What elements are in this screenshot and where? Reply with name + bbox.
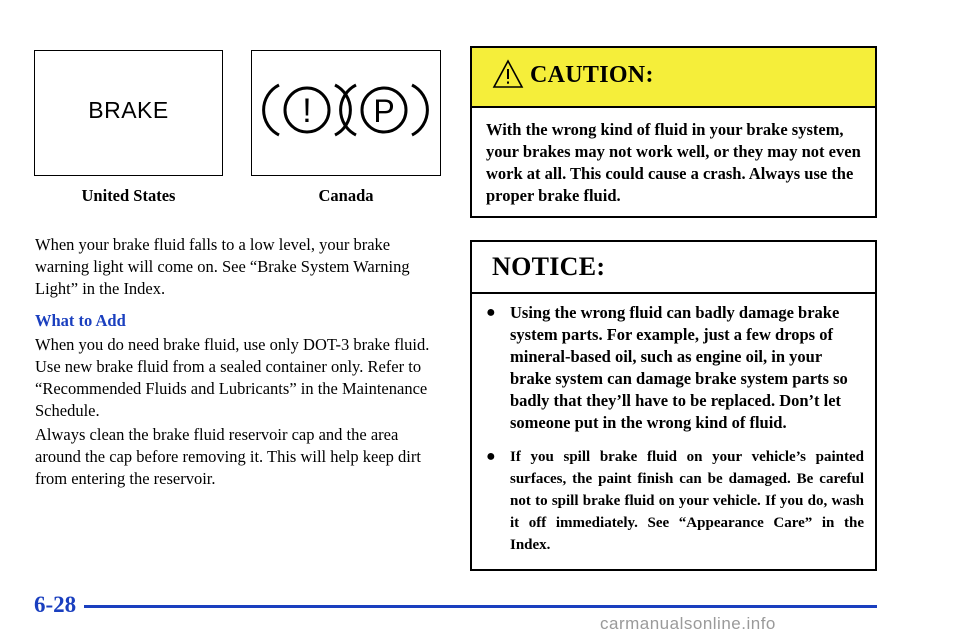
bullet-icon: ● (486, 304, 496, 321)
watermark-text: carmanualsonline.info (600, 614, 776, 633)
notice-bullet-text: Using the wrong fluid can badly damage brake system parts. For example, just a few drops of mineral-based oil, such as engine oil, in your brake system can damage brake system parts so badly that they’ll have to be replaced. Don’t let someone put in the wrong kind of fluid. (510, 303, 848, 432)
us-indicator-caption: United States (81, 186, 176, 205)
footer-rule (84, 605, 877, 608)
us-brake-indicator (34, 50, 223, 176)
caution-header (472, 48, 875, 108)
warning-triangle-icon (492, 59, 524, 89)
caution-text: With the wrong kind of fluid in your brake system, your brakes may not work well, or they may not even work at all. This could cause a crash. Always use the proper brake fluid. (486, 120, 861, 205)
clean-cap-paragraph: Always clean the brake fluid reservoir cap and the area around the cap before removing it. This will help keep dirt from entering the reservoir. (35, 425, 421, 488)
brake-indicator-label: BRAKE (88, 97, 169, 123)
low-fluid-paragraph: When your brake fluid falls to a low level, your brake warning light will come on. See “Brake System Warning Light” in the Index. (35, 235, 410, 298)
bullet-icon: ● (486, 448, 496, 465)
dot3-paragraph: When you do need brake fluid, use only DOT-3 brake fluid. Use new brake fluid from a sealed container only. Refer to “Recommended Fluids and Lubricants” in the Maintenance Schedule. (35, 335, 430, 420)
notice-bullet-text: If you spill brake fluid on your vehicle’s painted surfaces, the paint finish can be damaged. Be careful not to spill brake fluid on your vehicle. If you do, wash it off immediately. See “Appearance Care” in the Index. (510, 449, 864, 553)
notice-title: NOTICE: (492, 252, 606, 281)
exclamation-glyph: ! (302, 92, 312, 130)
parking-p-glyph: P (373, 93, 395, 129)
notice-header (472, 242, 875, 294)
caution-box (470, 46, 877, 218)
notice-box (470, 240, 877, 571)
what-to-add-heading: What to Add (35, 311, 126, 330)
page-number: 6-28 (34, 592, 77, 617)
canada-brake-indicator (251, 50, 441, 176)
brake-symbol-icon (252, 51, 439, 174)
canada-indicator-caption: Canada (318, 186, 374, 205)
caution-title: CAUTION: (530, 62, 654, 88)
